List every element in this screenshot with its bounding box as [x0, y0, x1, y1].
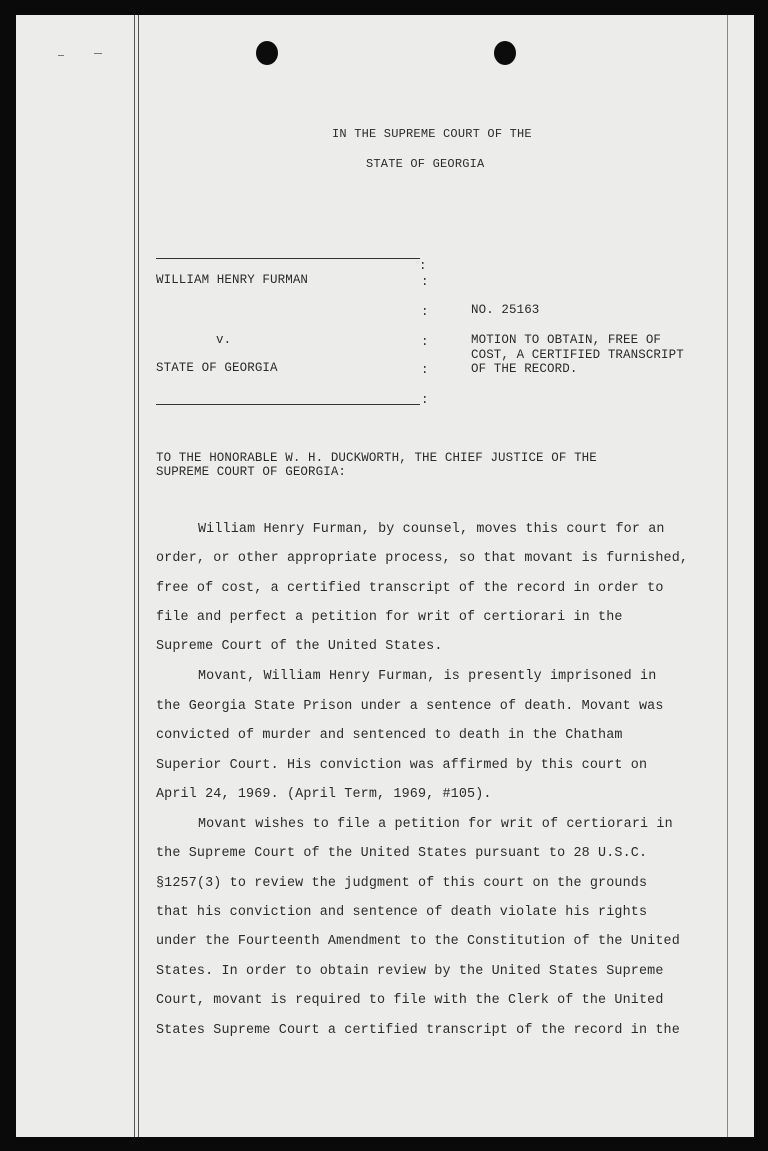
body-line: Movant, William Henry Furman, is presently imprisoned in [198, 669, 657, 684]
petitioner-name: WILLIAM HENRY FURMAN [156, 273, 309, 287]
caption-separator: : [421, 393, 429, 407]
caption-separator: : [421, 335, 429, 349]
motion-title-line-2: COST, A CERTIFIED TRANSCRIPT [471, 348, 684, 362]
caption-separator: : [421, 275, 429, 289]
right-margin-rule [727, 15, 728, 1137]
body-line: William Henry Furman, by counsel, moves this court for an [198, 522, 665, 537]
address-line-2: SUPREME COURT OF GEORGIA: [156, 465, 347, 479]
body-line: Court, movant is required to file with the Clerk of the United [156, 993, 664, 1008]
body-line: States. In order to obtain review by the United States Supreme [156, 964, 664, 979]
margin-mark [94, 53, 102, 54]
body-line: the Georgia State Prison under a sentence of death. Movant was [156, 699, 664, 714]
body-line: States Supreme Court a certified transcript of the record in the [156, 1023, 680, 1038]
court-heading-line-1: IN THE SUPREME COURT OF THE [332, 127, 532, 141]
margin-mark [58, 55, 64, 56]
body-line: the Supreme Court of the United States pursuant to 28 U.S.C. [156, 846, 648, 861]
left-margin-rule-inner [138, 15, 139, 1137]
left-margin-rule [134, 15, 135, 1137]
body-line: Supreme Court of the United States. [156, 639, 443, 654]
motion-title-line-3: OF THE RECORD. [471, 362, 578, 376]
body-line: that his conviction and sentence of death violate his rights [156, 905, 648, 920]
caption-separator: : [419, 259, 427, 273]
caption-top-rule [156, 258, 420, 259]
body-line: free of cost, a certified transcript of the record in order to [156, 581, 664, 596]
body-line: Movant wishes to file a petition for writ of certiorari in [198, 817, 673, 832]
body-line: under the Fourteenth Amendment to the Constitution of the United [156, 934, 680, 949]
body-line: Superior Court. His conviction was affirmed by this court on [156, 758, 648, 773]
caption-bottom-rule [156, 404, 420, 405]
respondent-name: STATE OF GEORGIA [156, 361, 278, 375]
body-line: §1257(3) to review the judgment of this court on the grounds [156, 876, 648, 891]
court-heading-line-2: STATE OF GEORGIA [366, 157, 485, 171]
punch-hole-right [494, 41, 516, 65]
address-line-1: TO THE HONORABLE W. H. DUCKWORTH, THE CHIEF JUSTICE OF THE [156, 451, 597, 465]
motion-title-line-1: MOTION TO OBTAIN, FREE OF [471, 333, 662, 347]
body-line: convicted of murder and sentenced to death in the Chatham [156, 728, 623, 743]
body-line: file and perfect a petition for writ of certiorari in the [156, 610, 623, 625]
punch-hole-left [256, 41, 278, 65]
body-line: April 24, 1969. (April Term, 1969, #105). [156, 787, 492, 802]
document-page [16, 15, 754, 1137]
caption-separator: : [421, 363, 429, 377]
caption-separator: : [421, 305, 429, 319]
body-line: order, or other appropriate process, so that movant is furnished, [156, 551, 689, 566]
case-number: NO. 25163 [471, 303, 540, 317]
versus-label: v. [216, 333, 232, 347]
